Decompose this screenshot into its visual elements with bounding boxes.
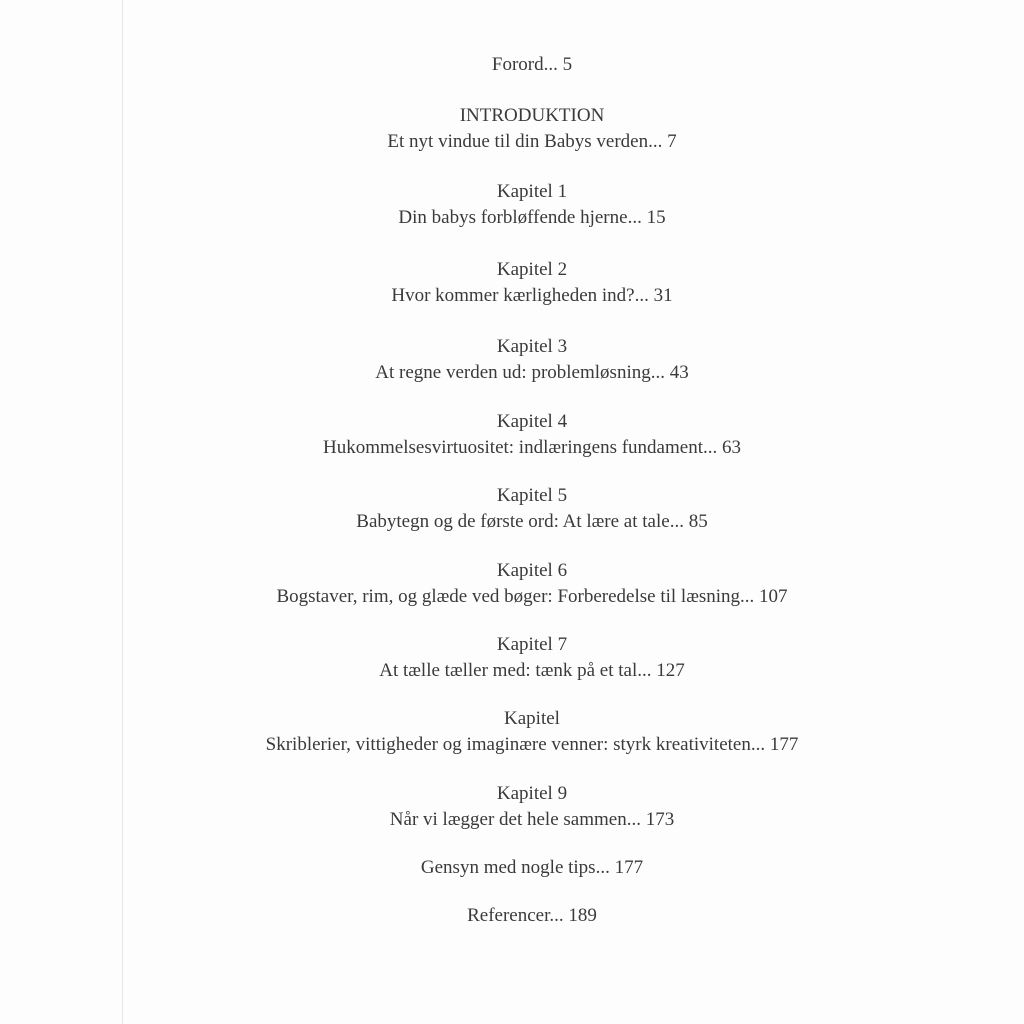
toc-chapter-9-label: Kapitel 9 [496, 783, 568, 804]
toc-references: Referencer... 189 [467, 905, 597, 926]
toc-chapter-6-title: Bogstaver, rim, og glæde ved bøger: Forberedelse til læsning... 107 [276, 586, 788, 607]
toc-chapter-5-title: Babytegn og de første ord: At lære at tale... 85 [356, 511, 708, 532]
toc-chapter-3-label: Kapitel 3 [496, 336, 568, 357]
toc-chapter-8-title: Skriblerier, vittigheder og imaginære venner: styrk kreativiteten... 177 [265, 734, 799, 755]
toc-chapter-2-label: Kapitel 2 [496, 259, 568, 280]
toc-chapter-4-title: Hukommelsesvirtuositet: indlæringens fundament... 63 [323, 437, 741, 458]
toc-chapter-2-title: Hvor kommer kærligheden ind?... 31 [391, 285, 673, 306]
toc-chapter-4-label: Kapitel 4 [496, 411, 568, 432]
toc-chapter-5-label: Kapitel 5 [496, 485, 568, 506]
toc-chapter-1-title: Din babys forbløffende hjerne... 15 [398, 207, 666, 228]
toc-chapter-9-title: Når vi lægger det hele sammen... 173 [389, 809, 675, 830]
toc-chapter-7-title: At tælle tæller med: tænk på et tal... 127 [379, 660, 685, 681]
toc-chapter-8-label: Kapitel [504, 708, 560, 729]
toc-chapter-6-label: Kapitel 6 [496, 560, 568, 581]
toc-foreword: Forord... 5 [491, 54, 573, 75]
toc-intro-heading: INTRODUKTION [459, 105, 605, 126]
toc-tips: Gensyn med nogle tips... 177 [420, 857, 644, 878]
toc-chapter-1-label: Kapitel 1 [496, 181, 568, 202]
toc-chapter-7-label: Kapitel 7 [496, 634, 568, 655]
toc-chapter-3-title: At regne verden ud: problemløsning... 43 [375, 362, 689, 383]
toc-intro-title: Et nyt vindue til din Babys verden... 7 [387, 131, 677, 152]
